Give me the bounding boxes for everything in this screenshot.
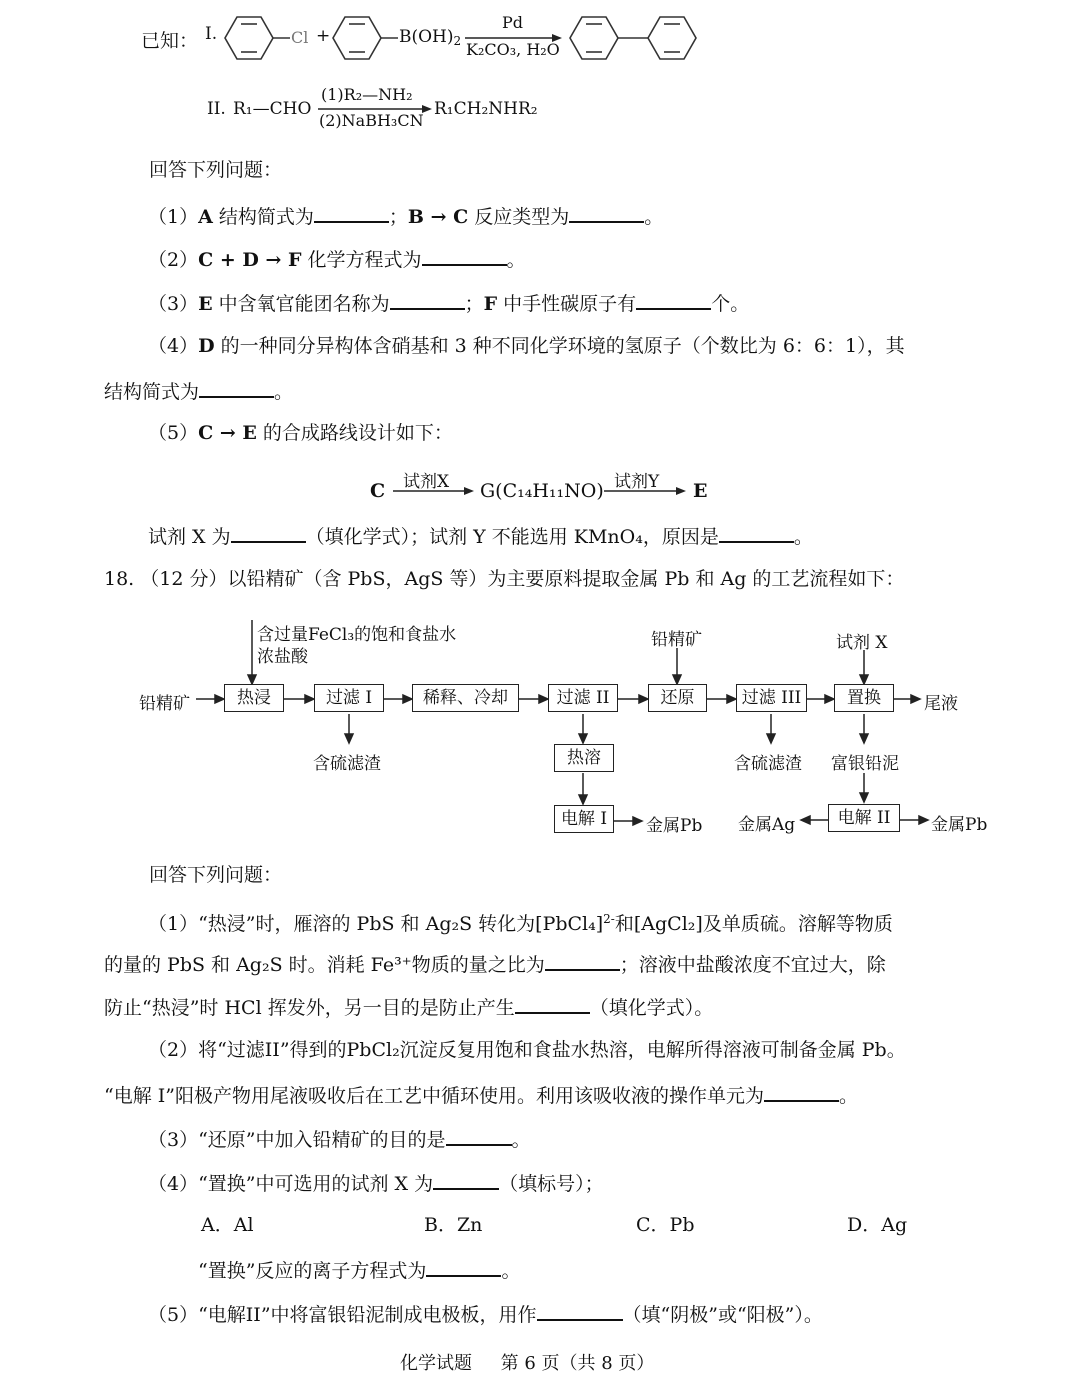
answer-blank[interactable] xyxy=(537,1301,623,1321)
q18-part1-line2: 的量的 PbS 和 Ag₂S 时。消耗 Fe³⁺物质的量之比为 ；溶液中盐酸浓度不宜过大，除 xyxy=(104,951,886,977)
reaction1-number: I. xyxy=(205,24,218,44)
answer-blank[interactable] xyxy=(569,203,644,223)
page-footer: 化学试题 第 6 页（共 8 页） xyxy=(400,1353,655,1374)
chloro-substituent: Cl xyxy=(291,28,309,47)
answer-blank[interactable] xyxy=(199,378,274,398)
q17-part3: （3）E 中含氧官能团名称为 ；F 中手性碳原子有 个。 xyxy=(148,290,749,316)
option-a[interactable]: A．Al xyxy=(201,1214,254,1236)
q17-part4-cont: 结构简式为 。 xyxy=(104,378,293,404)
q18-part4-equation: “置换”反应的离子方程式为 。 xyxy=(198,1257,520,1283)
option-b[interactable]: B．Zn xyxy=(424,1214,483,1236)
flow-filter-3: 过滤 III xyxy=(736,684,807,712)
benzene-ring-1 xyxy=(225,17,273,59)
option-d[interactable]: D．Ag xyxy=(847,1214,908,1236)
answer-prompt-18: 回答下列问题： xyxy=(149,864,283,886)
q18-part5: （5）“电解II”中将富银铅泥制成电极板，用作 （填“阴极”或“阳极”）。 xyxy=(148,1301,823,1327)
q17-part2: （2）C + D → F 化学方程式为 。 xyxy=(148,246,526,272)
q17-part5: （5）C → E 的合成路线设计如下： xyxy=(148,422,453,444)
aldehyde: R₁—CHO xyxy=(233,99,312,119)
q17-part6: 试剂 X 为 （填化学式）；试剂 Y 不能选用 KMnO₄，原因是 。 xyxy=(148,523,813,549)
answer-blank[interactable] xyxy=(314,203,389,223)
flow-electrolysis-1: 电解 I xyxy=(554,805,614,833)
flow-dilute-cool: 稀释、冷却 xyxy=(412,684,519,712)
condition-2: (2)NaBH₃CN xyxy=(319,111,424,130)
answer-prompt-17: 回答下列问题： xyxy=(149,159,283,181)
flow-tail-liquid: 尾液 xyxy=(924,694,958,714)
q18-part1-line1: （1）“热浸”时，雁溶的 PbS 和 Ag₂S 转化为[PbCl₄]$^{2-}$和[AgCl₂]及单质硫。溶解等物质 xyxy=(148,912,893,935)
answer-blank[interactable] xyxy=(764,1082,839,1102)
route-g: G(C₁₄H₁₁NO) xyxy=(480,480,604,502)
benzene-ring-2 xyxy=(333,17,381,59)
answer-blank[interactable] xyxy=(390,290,465,310)
amine-product: R₁CH₂NHR₂ xyxy=(434,99,538,119)
answer-blank[interactable] xyxy=(433,1170,499,1190)
route-reagent-x: 试剂X xyxy=(403,472,450,492)
flow-replace: 置换 xyxy=(834,684,894,712)
flow-feed-2: 浓盐酸 xyxy=(257,647,308,667)
flow-hot-leach: 热浸 xyxy=(224,684,284,712)
flow-residue-3: 含硫滤渣 xyxy=(734,754,802,774)
q17-part4: （4）D 的一种同分异构体含硝基和 3 种不同化学环境的氢原子（个数比为 6：6：1），其 xyxy=(148,335,905,357)
q18-part1-line3: 防止“热浸”时 HCl 挥发外，另一目的是防止产生 （填化学式）。 xyxy=(104,994,713,1020)
flow-electrolysis-2: 电解 II xyxy=(828,804,900,832)
flow-reagent-x: 试剂 X xyxy=(836,633,888,653)
answer-blank[interactable] xyxy=(719,523,794,543)
answer-blank[interactable] xyxy=(545,951,620,971)
flow-metal-pb-2: 金属Pb xyxy=(931,815,988,835)
boronic-acid-group: $B(OH)_2$ xyxy=(399,27,462,48)
flow-ore-top: 铅精矿 xyxy=(651,630,702,650)
answer-blank[interactable] xyxy=(446,1126,512,1146)
q18-part4: （4）“置换”中可选用的试剂 X 为 （填标号）； xyxy=(148,1170,604,1196)
known-label: 已知： xyxy=(141,30,199,52)
flow-feed-1: 含过量FeCl₃的饱和食盐水 xyxy=(257,625,457,645)
q18-intro: 18. （12 分）以铅精矿（含 PbS，AgS 等）为主要原料提取金属 Pb 和 Ag 的工艺流程如下： xyxy=(104,568,905,590)
flow-ore-in: 铅精矿 xyxy=(139,694,190,714)
condition-1: (1)R₂—NH₂ xyxy=(321,85,413,104)
answer-blank[interactable] xyxy=(426,1257,501,1277)
flow-residue-1: 含硫滤渣 xyxy=(313,754,381,774)
route-c: C xyxy=(370,480,386,502)
q17-part1: （1）A 结构简式为 ；B → C 反应类型为 。 xyxy=(148,203,663,229)
catalyst-bottom: K₂CO₃, H₂O xyxy=(466,40,560,59)
answer-blank[interactable] xyxy=(231,523,306,543)
catalyst-top: Pd xyxy=(502,13,524,32)
flow-hot-dissolve: 热溶 xyxy=(554,744,614,772)
q18-part2-line1: （2）将“过滤II”得到的PbCl₂沉淀反复用饱和食盐水热溶，电解所得溶液可制备金属 Pb。 xyxy=(148,1039,906,1061)
option-c[interactable]: C．Pb xyxy=(636,1214,695,1236)
flow-filter-1: 过滤 I xyxy=(314,684,384,712)
flow-filter-2: 过滤 II xyxy=(548,684,618,712)
q18-part2-line2: “电解 I”阳极产物用尾液吸收后在工艺中循环使用。利用该吸收液的操作单元为 。 xyxy=(104,1082,858,1108)
flow-silver-mud: 富银铅泥 xyxy=(831,754,899,774)
route-e: E xyxy=(693,480,708,502)
answer-blank[interactable] xyxy=(515,994,590,1014)
q18-part3: （3）“还原”中加入铅精矿的目的是 。 xyxy=(148,1126,531,1152)
flow-reduce: 还原 xyxy=(648,684,707,712)
answer-blank[interactable] xyxy=(636,290,711,310)
answer-blank[interactable] xyxy=(422,246,507,266)
flow-metal-ag: 金属Ag xyxy=(738,815,796,835)
flow-metal-pb-1: 金属Pb xyxy=(646,816,703,836)
reaction2-number: II. xyxy=(207,99,226,119)
plus-sign: + xyxy=(316,26,331,46)
route-reagent-y: 试剂Y xyxy=(614,472,660,492)
biphenyl xyxy=(570,17,696,59)
